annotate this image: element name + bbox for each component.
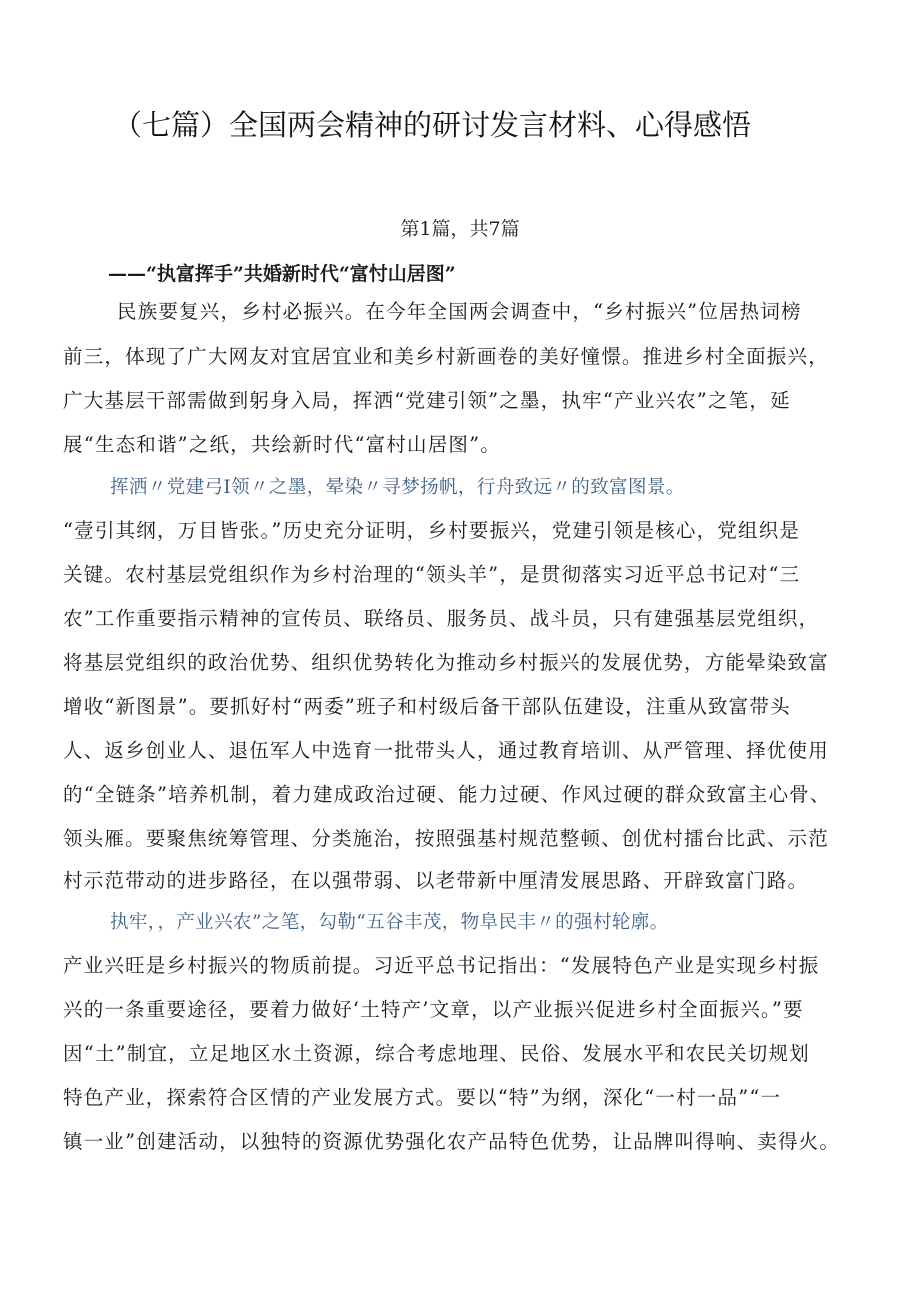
article-index: 第1篇，共7篇 — [400, 218, 520, 240]
paragraph-line: 广大基层干部需做到躬身入局，挥洒“党建引领”之墨，执牢“产业兴农”之笔，延 — [63, 389, 791, 412]
section-heading: 执牢，，产业兴农”之笔，勾勒“五谷丰茂，物阜民丰〃的强村轮廓。 — [110, 912, 669, 933]
paragraph-line: 的“全链条”培养机制，着力建成政治过硬、能力过硬、作风过硬的群众致富主心骨、 — [63, 783, 831, 806]
paragraph-line: “壹引其纲，万目皆张。”历史充分证明，乡村要振兴，党建引领是核心，党组织是 — [63, 519, 801, 542]
paragraph-line: 将基层党组织的政治优势、组织优势转化为推动乡村振兴的发展优势，方能晕染致富 — [63, 651, 829, 674]
paragraph-line: 民族要复兴，乡村必振兴。在今年全国两会调查中，“乡村振兴”位居热词榜 — [117, 300, 802, 323]
paragraph-line: 镇一业”创建活动，以独特的资源优势强化农产品特色优势，让品牌叫得响、卖得火。 — [63, 1130, 841, 1153]
paragraph-line: 村示范带动的进步路径，在以强带弱、以老带新中厘清发展思路、开辟致富门路。 — [63, 869, 809, 892]
document-title: （七篇）全国两会精神的研讨发言材料、心得感悟 — [113, 108, 752, 142]
section-heading: 挥洒〃党建弓I领〃之墨，晕染〃寻梦扬帆，行舟致远〃的致富图景。 — [110, 477, 685, 498]
paragraph-line: 展“生态和谐”之纸，共绘新时代“富村山居图”。 — [63, 433, 501, 456]
paragraph-line: 产业兴旺是乡村振兴的物质前提。习近平总书记指出：“发展特色产业是实现乡村振 — [63, 954, 820, 977]
article-subtitle: ——“执富挥手”共婚新时代“富忖山居图” — [108, 263, 456, 285]
paragraph-line: 农”工作重要指示精神的宣传员、联络员、服务员、战斗员，只有建强基层党组织， — [63, 607, 820, 630]
paragraph-line: 特色产业，探索符合区情的产业发展方式。要以“特”为纲，深化“一村一品”“一 — [63, 1086, 782, 1109]
paragraph-line: 兴的一条重要途径，要着力做好‘土特产’文章，以产业振兴促进乡村全面振兴。”要 — [63, 998, 804, 1021]
paragraph-line: 前三，体现了广大网友对宜居宜业和美乡村新画卷的美好憧憬。推进乡村全面振兴， — [63, 345, 829, 368]
paragraph-line: 人、返乡创业人、退伍军人中选育一批带头人，通过教育培训、从严管理、择优使用 — [63, 739, 829, 762]
paragraph-line: 增收“新图景”。要抓好村“两委”班子和村级后备干部队伍建设，注重从致富带头 — [63, 695, 791, 718]
paragraph-line: 因“土”制宜，立足地区水土资源，综合考虑地理、民俗、发展水平和农民关切规划 — [63, 1042, 810, 1065]
paragraph-line: 关键。农村基层党组织作为乡村治理的“领头羊”，是贯彻落实习近平总书记对“三 — [63, 563, 801, 586]
paragraph-line: 领头雁。要聚焦统筹管理、分类施治，按照强基村规范整顿、创优村擂台比武、示范 — [63, 827, 829, 850]
